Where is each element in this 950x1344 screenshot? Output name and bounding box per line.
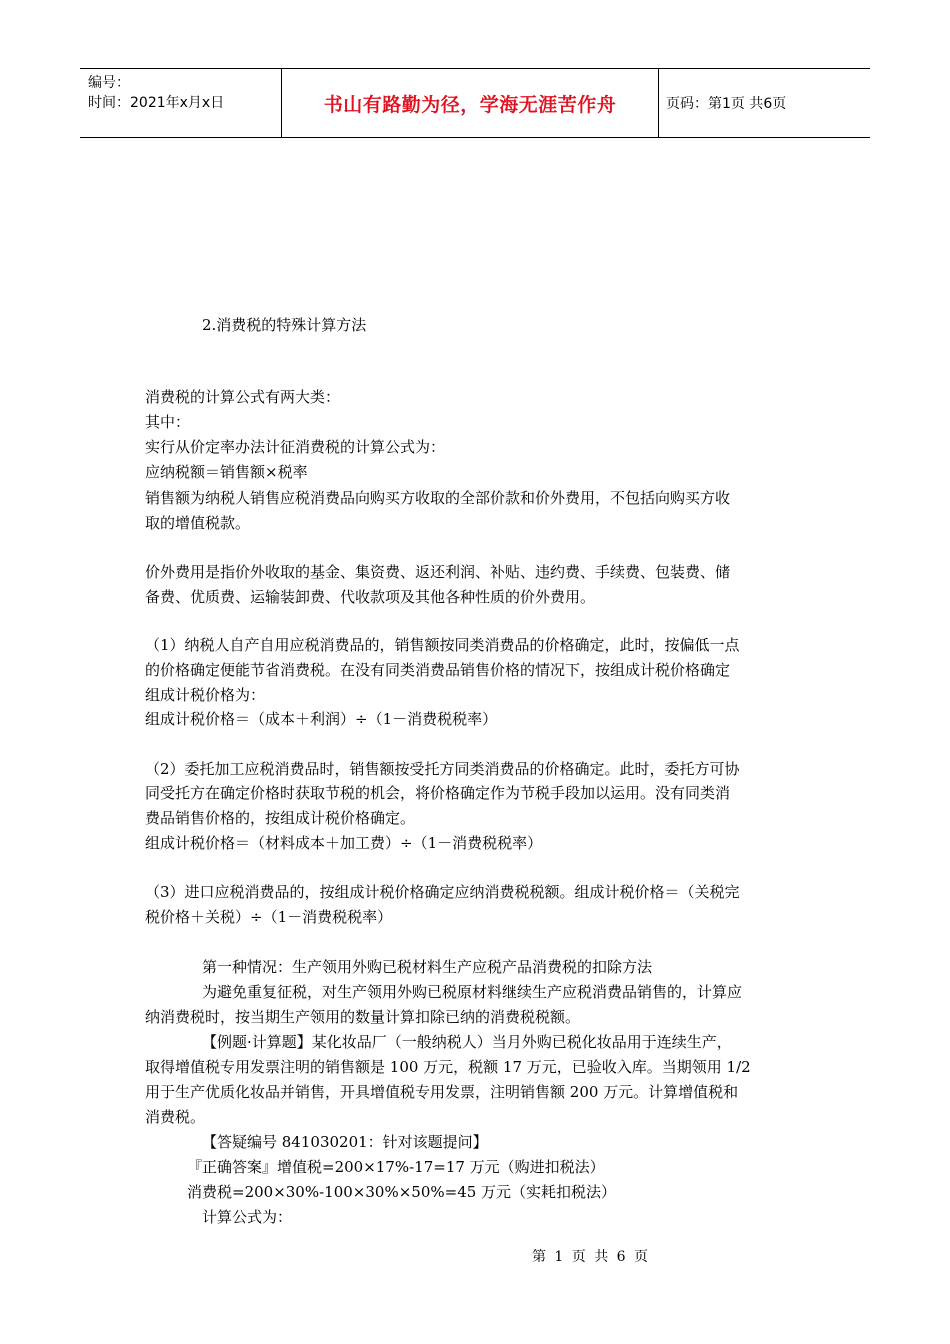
- case-heading: 第一种情况：生产领用外购已税材料生产应税产品消费税的扣除方法: [202, 958, 653, 976]
- answer-line: 消费税=200×30%-100×30%×50%=45 万元（实耗扣税法）: [187, 1183, 617, 1201]
- paragraph-line: 的价格确定便能节省消费税。在没有同类消费品销售价格的情况下，按组成计税价格确定: [145, 661, 731, 679]
- paragraph-line: 取的增值税款。: [145, 514, 251, 532]
- text-line: 计算公式为：: [202, 1208, 293, 1226]
- formula-line: 应纳税额＝销售额×税率: [145, 463, 308, 481]
- formula-line: 组成计税价格＝（成本＋利润）÷（1－消费税税率）: [145, 710, 498, 728]
- page-footer: 第 1 页 共 6 页: [531, 1249, 649, 1265]
- section-title: 2.消费税的特殊计算方法: [202, 316, 367, 334]
- example-line: 用于生产优质化妆品并销售，开具增值税专用发票，注明销售额 200 万元。计算增值税和: [145, 1083, 739, 1101]
- paragraph-line: 为避免重复征税，对生产领用外购已税原材料继续生产应税消费品销售的，计算应: [202, 983, 743, 1001]
- paragraph-line: 价外费用是指价外收取的基金、集资费、返还利润、补贴、违约费、手续费、包装费、储: [145, 563, 731, 581]
- paragraph-line: （3）进口应税消费品的，按组成计税价格确定应纳消费税税额。组成计税价格＝（关税完: [145, 883, 740, 901]
- paragraph-line: 费品销售价格的，按组成计税价格确定。: [145, 809, 416, 827]
- paragraph-line: （2）委托加工应税消费品时，销售额按受托方同类消费品的价格确定。此时，委托方可协: [145, 760, 740, 778]
- doc-time-label: 时间：2021年x月x日: [88, 95, 225, 111]
- example-line: 取得增值税专用发票注明的销售额是 100 万元，税额 17 万元，已验收入库。当期领用 1/2: [145, 1058, 751, 1076]
- question-id: 【答疑编号 841030201：针对该题提问】: [202, 1133, 488, 1151]
- paragraph-line: 备费、优质费、运输装卸费、代收款项及其他各种性质的价外费用。: [145, 588, 596, 606]
- example-line: 【例题·计算题】某化妆品厂（一般纳税人）当月外购已税化妆品用于连续生产，: [202, 1033, 732, 1051]
- paragraph-line: 纳消费税时，按当期生产领用的数量计算扣除已纳的消费税税额。: [145, 1008, 581, 1026]
- formula-line: 组成计税价格＝（材料成本＋加工费）÷（1－消费税税率）: [145, 834, 543, 852]
- text-line: 实行从价定率办法计征消费税的计算公式为：: [145, 438, 446, 456]
- paragraph-line: 组成计税价格为：: [145, 686, 266, 704]
- paragraph-line: （1）纳税人自产自用应税消费品的，销售额按同类消费品的价格确定，此时，按偏低一点: [145, 636, 740, 654]
- motto-text: 书山有路勤为径，学海无涯苦作舟: [323, 93, 617, 116]
- paragraph-line: 同受托方在确定价格时获取节税的机会，将价格确定作为节税手段加以运用。没有同类消: [145, 784, 731, 802]
- header-motto-cell: [281, 69, 659, 137]
- example-line: 消费税。: [145, 1108, 206, 1126]
- paragraph-line: 销售额为纳税人销售应税消费品向购买方收取的全部价款和价外费用，不包括向购买方收: [145, 489, 731, 507]
- paragraph-line: 税价格＋关税）÷（1－消费税税率）: [145, 908, 393, 926]
- text-line: 其中：: [145, 413, 191, 431]
- header-page-label: 页码：第1页 共6页: [666, 96, 787, 112]
- doc-number-label: 编号：: [88, 75, 130, 91]
- answer-line: 『正确答案』增值税=200×17%-17=17 万元（购进扣税法）: [187, 1158, 605, 1176]
- page-header: [80, 68, 870, 138]
- text-line: 消费税的计算公式有两大类：: [145, 388, 341, 406]
- header-meta: [80, 69, 280, 137]
